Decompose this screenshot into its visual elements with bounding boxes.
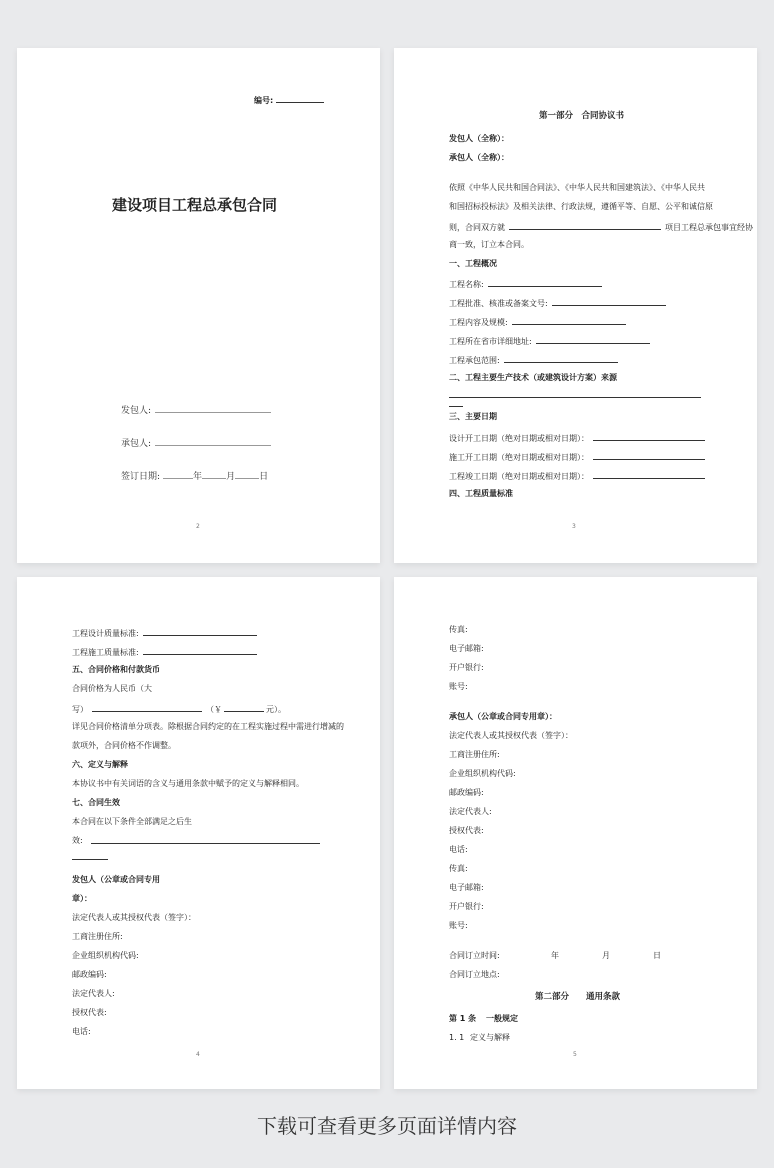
party-a-label: 发包人:: [121, 406, 152, 416]
field-label: 法定代表人或其授权代表（签字）：: [72, 913, 196, 922]
clause-title: 定义与解释: [470, 1033, 510, 1042]
date-row: [449, 451, 705, 463]
paragraph-text: 元）。: [266, 705, 286, 714]
field-label: 工程竣工日期（绝对日期或相对日期）：: [449, 472, 589, 481]
field-label: 授权代表:: [449, 826, 484, 835]
field-blank: [488, 278, 602, 287]
sign-date-row: [121, 470, 268, 483]
field-label: 电子邮箱:: [449, 883, 484, 892]
day-label: 日: [653, 951, 661, 960]
field-label: 账号:: [449, 682, 468, 691]
document-page-agreement-cont: [17, 577, 380, 1089]
field-blank: [143, 627, 257, 636]
year-label: 年: [193, 472, 203, 482]
amount-words-blank: [92, 703, 202, 712]
party-a-blank: [155, 404, 271, 413]
field-label: 邮政编码:: [72, 970, 107, 979]
party-a-row: [121, 404, 271, 417]
project-name-blank: [509, 221, 661, 230]
field-label: 工程名称:: [449, 280, 484, 289]
field-label: 施工开工日期（绝对日期或相对日期）：: [449, 453, 589, 462]
employer-seal-label: 章）：: [72, 894, 92, 903]
paragraph-text: 写）: [72, 705, 88, 714]
field-label: 设计开工日期（绝对日期或相对日期）：: [449, 434, 589, 443]
field-label: 工程承包范围:: [449, 356, 500, 365]
field-blank: [593, 470, 705, 479]
month-label: 月: [602, 951, 610, 960]
field-blank: [512, 316, 626, 325]
field-row: [449, 335, 650, 347]
paragraph-line: 和国招标投标法》及相关法律、行政法规，遵循平等、自愿、公平和诚信原: [449, 202, 713, 211]
page-number: 4: [196, 1051, 200, 1058]
month-label: 月: [226, 472, 236, 482]
document-page-cover: [17, 48, 380, 563]
field-row: [449, 316, 626, 328]
article-title: 一般规定: [486, 1014, 518, 1023]
price-row: [72, 703, 286, 715]
amount-number-blank: [224, 703, 264, 712]
paragraph-line: 本协议书中有关词语的含义与通用条款中赋予的定义与解释相同。: [72, 779, 304, 788]
party-b-blank: [155, 437, 271, 446]
section-heading: 五、合同价格和付款货币: [72, 665, 160, 674]
field-label: 法定代表人或其授权代表（签字）：: [449, 731, 573, 740]
field-label: 法定代表人:: [449, 807, 492, 816]
field-label: 工程施工质量标准:: [72, 648, 139, 657]
paragraph-text: 则，合同双方就: [449, 223, 505, 232]
field-label: 工程内容及规模:: [449, 318, 508, 327]
paragraph-line: 商一致，订立本合同。: [449, 240, 529, 249]
page-number: 2: [196, 523, 200, 530]
section-heading: 六、定义与解释: [72, 760, 128, 769]
section-heading: 第二部分 通用条款: [535, 992, 621, 1002]
page-title: 建设项目工程总承包合同: [112, 196, 278, 214]
fill-line: [449, 406, 463, 407]
date-row: [449, 432, 705, 444]
section-heading: 一、工程概况: [449, 259, 497, 268]
article-number: 第 1 条: [449, 1014, 477, 1023]
section-heading: 二、工程主要生产技术（或建筑设计方案）来源: [449, 373, 617, 382]
month-blank: [202, 470, 226, 479]
field-label: 电话:: [449, 845, 468, 854]
paragraph-line: 合同价格为人民币（大: [72, 684, 152, 693]
field-blank: [593, 432, 705, 441]
field-label: 开户银行:: [449, 902, 484, 911]
field-label: 工程批准、核准或备案文号:: [449, 299, 548, 308]
contractor-full-name: 承包人（全称）：: [449, 153, 509, 162]
field-row: [449, 354, 618, 366]
field-label: 企业组织机构代码:: [72, 951, 139, 960]
fill-line: [91, 843, 320, 844]
day-label: 日: [259, 472, 269, 482]
party-b-row: [121, 437, 271, 450]
section-heading: 四、工程质量标准: [449, 489, 513, 498]
employer-seal-label: 发包人（公章或合同专用: [72, 875, 160, 884]
year-label: 年: [551, 951, 559, 960]
field-row: [72, 646, 257, 658]
paragraph-line: [449, 221, 753, 233]
year-blank: [163, 470, 193, 479]
field-label: 开户银行:: [449, 663, 484, 672]
field-label: 法定代表人:: [72, 989, 115, 998]
sign-date-label: 签订日期:: [121, 472, 161, 482]
date-row: [449, 470, 705, 482]
paragraph-text: 项目工程总承包事宜经协: [665, 223, 753, 232]
field-label: 电话:: [72, 1027, 91, 1036]
field-blank: [143, 646, 257, 655]
employer-full-name: 发包人（全称）：: [449, 134, 509, 143]
paragraph-line: 款项外，合同价格不作调整。: [72, 741, 176, 750]
field-label: 授权代表:: [72, 1008, 107, 1017]
section-heading: 第一部分 合同协议书: [539, 111, 625, 121]
contract-number-row: [254, 94, 324, 106]
paragraph-line: 效:: [72, 836, 83, 845]
field-label: 企业组织机构代码:: [449, 769, 516, 778]
field-row: [449, 297, 666, 309]
field-label: 传真:: [449, 625, 468, 634]
paragraph-line: 详见合同价格清单分项表。除根据合同约定的在工程实施过程中需进行增减的: [72, 722, 344, 731]
party-b-label: 承包人:: [121, 439, 152, 449]
day-blank: [235, 470, 259, 479]
field-label: 传真:: [449, 864, 468, 873]
section-heading: 三、主要日期: [449, 412, 497, 421]
field-row: [72, 627, 257, 639]
document-page-agreement: [394, 48, 757, 563]
paragraph-line: 本合同在以下条件全部满足之后生: [72, 817, 192, 826]
contractor-seal-label: 承包人（公章或合同专用章）：: [449, 712, 557, 721]
page-number: 5: [573, 1051, 577, 1058]
download-more-caption: 下载可查看更多页面详情内容: [257, 1114, 517, 1138]
field-label: 合同订立时间:: [449, 951, 500, 960]
field-blank: [536, 335, 650, 344]
contract-number-blank: [276, 94, 324, 103]
section-heading: 七、合同生效: [72, 798, 120, 807]
field-label: 账号:: [449, 921, 468, 930]
page-number: 3: [572, 523, 576, 530]
field-label: 工程所在省市详细地址:: [449, 337, 532, 346]
field-label: 工程设计质量标准:: [72, 629, 139, 638]
document-page-signatures: [394, 577, 757, 1089]
field-label: 工商注册住所:: [72, 932, 123, 941]
field-blank: [552, 297, 666, 306]
field-label: 合同订立地点:: [449, 970, 500, 979]
field-blank: [593, 451, 705, 460]
field-label: 邮政编码:: [449, 788, 484, 797]
fill-line: [449, 397, 701, 398]
fill-line: [72, 859, 108, 860]
paragraph-line: 依照《中华人民共和国合同法》、《中华人民共和国建筑法》、《中华人民共: [449, 183, 705, 192]
field-label: 工商注册住所:: [449, 750, 500, 759]
paragraph-text: （￥: [206, 705, 222, 714]
field-blank: [504, 354, 618, 363]
field-row: [449, 278, 602, 290]
clause-number: 1. 1: [449, 1033, 465, 1042]
field-label: 电子邮箱:: [449, 644, 484, 653]
contract-number-label: 编号:: [254, 96, 274, 105]
